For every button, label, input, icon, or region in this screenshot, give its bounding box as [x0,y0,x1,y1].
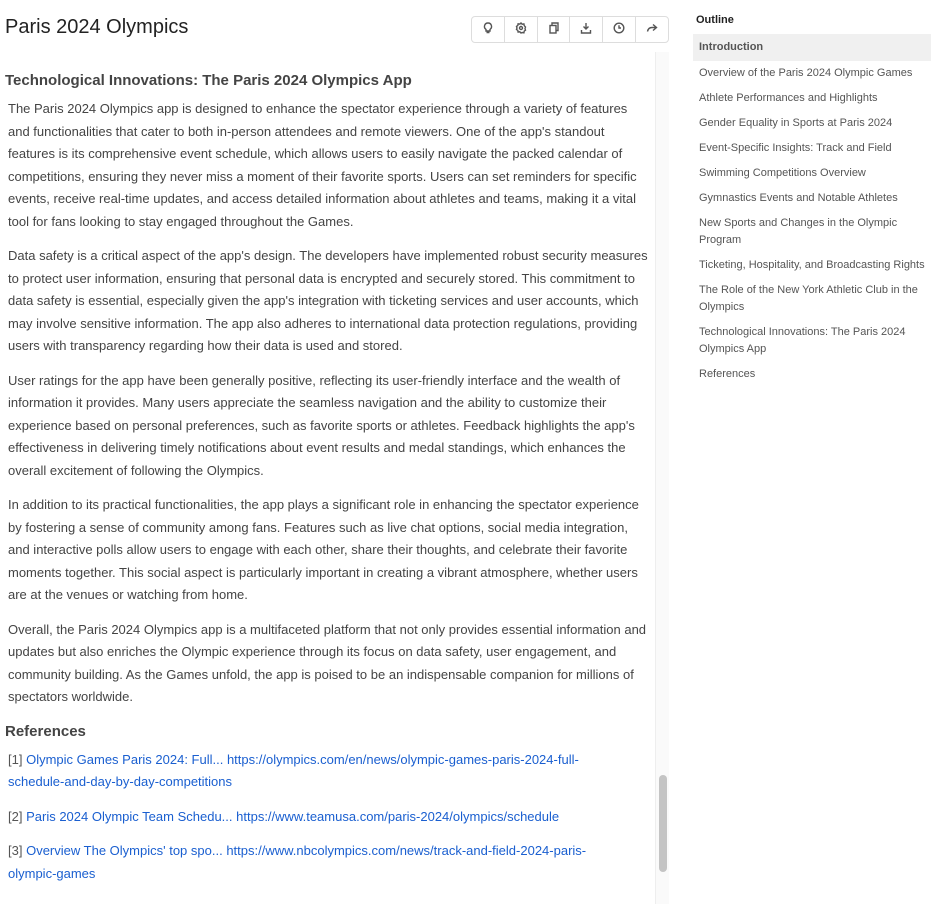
reference-number: [2] [8,808,23,824]
copy-icon [548,21,560,39]
outline-item[interactable]: The Role of the New York Athletic Club in the Olympics [699,284,918,313]
paragraph: Data safety is a critical aspect of the app's design. The developers have implemented robust security measures to protect user information, ensuring that personal data is encrypted and securely stored. This commitment to data safety is essential, especially given the app's integration with ticketing services and user accounts, which may involve sensitive information. The app also adheres to international data protection regulations, providing users with transparency regarding how their data is used and stored. [8,248,648,353]
scrollbar[interactable] [655,52,669,904]
paragraph: User ratings for the app have been generally positive, reflecting its user-friendly interface and the wealth of information it provides. Many users appreciate the seamless navigation and the ability to customize their experience based on personal preferences, such as favorite sports or athletes. Feedback highlights the app's effectiveness in delivering timely notifications about event results and medal standings, which enhances the overall excitement of following the Olympics. [8,372,635,478]
outline-item[interactable]: References [699,368,756,380]
reference-item [8,840,618,885]
page-title: Paris 2024 Olympics [5,16,189,38]
ideas-button[interactable] [472,17,505,42]
download-button[interactable] [570,17,603,42]
scrollbar-thumb[interactable] [659,775,667,872]
paragraph: The Paris 2024 Olympics app is designed to enhance the spectator experience through a variety of features and functionalities that cater to both in-person attendees and remote viewers. One of the app's standout features is its comprehensive event schedule, which allows users to easily navigate the packed calendar of competitions, ensuring they never miss a moment of their favorite sports. Users can set reminders for specific events, receive real-time updates, and access detailed information about athletes and teams, making it a vital tool for fans looking to stay engaged throughout the Games. [8,101,637,229]
share-button[interactable] [636,17,668,42]
reference-link[interactable]: Olympic Games Paris 2024: Full... https://olympics.com/en/news/olympic-games-paris-2024-full-schedule-and-day-by-day-competitions [8,751,579,789]
outline-title: Outline [696,14,734,26]
paragraph: Overall, the Paris 2024 Olympics app is a multifaceted platform that not only provides essential information and updates but also enriches the Olympic experience through its focus on data safety, user engagement, and community building. As the Games unfold, the app is poised to be an indispensable companion for millions of spectators worldwide. [8,621,647,704]
settings-button[interactable] [505,17,538,42]
outline-item[interactable]: Gymnastics Events and Notable Athletes [699,192,898,204]
reference-number: [3] [8,843,23,858]
reference-item [8,806,618,829]
outline-item[interactable]: Event-Specific Insights: Track and Field [699,142,892,154]
lightbulb-icon [482,21,494,39]
reference-link[interactable]: Paris 2024 Olympic Team Schedu... https://www.teamusa.com/paris-2024/olympics/schedule [26,808,560,824]
outline-panel [693,14,931,387]
copy-button[interactable] [538,17,571,42]
outline-item[interactable]: Ticketing, Hospitality, and Broadcasting Rights [699,259,925,271]
paragraph: In addition to its practical functionalities, the app plays a significant role in enhancing the spectator experience by fostering a sense of community among fans. Features such as live chat options, social media integration, and interactive polls allow users to engage with each other, share their thoughts, and celebrate their favorite moments together. This social aspect is particularly important in creating a vibrant atmosphere, whether users are at the venues or watching from home. [8,497,639,602]
outline-item[interactable]: Athlete Performances and Highlights [699,92,878,104]
gear-icon [515,21,527,39]
share-icon [646,21,658,39]
history-icon [613,21,625,39]
outline-item[interactable]: New Sports and Changes in the Olympic Program [699,217,898,246]
section-heading: Technological Innovations: The Paris 2024 Olympics App [5,72,412,89]
outline-item[interactable]: Overview of the Paris 2024 Olympic Games [699,67,913,79]
report-content [0,52,655,904]
outline-item[interactable]: Introduction [693,34,931,61]
outline-item[interactable]: Technological Innovations: The Paris 2024 Olympics App [699,326,906,355]
outline-item[interactable]: Swimming Competitions Overview [699,167,866,179]
toolbar [471,16,669,43]
reference-link[interactable]: Overview The Olympics' top spo... https://www.nbcolympics.com/news/track-and-field-2024-paris-olympic-games [8,843,587,881]
references-heading: References [5,722,86,740]
reference-number: [1] [8,751,23,767]
reference-item [8,749,618,794]
history-button[interactable] [603,17,636,42]
download-icon [580,21,592,39]
outline-item[interactable]: Gender Equality in Sports at Paris 2024 [699,117,893,129]
